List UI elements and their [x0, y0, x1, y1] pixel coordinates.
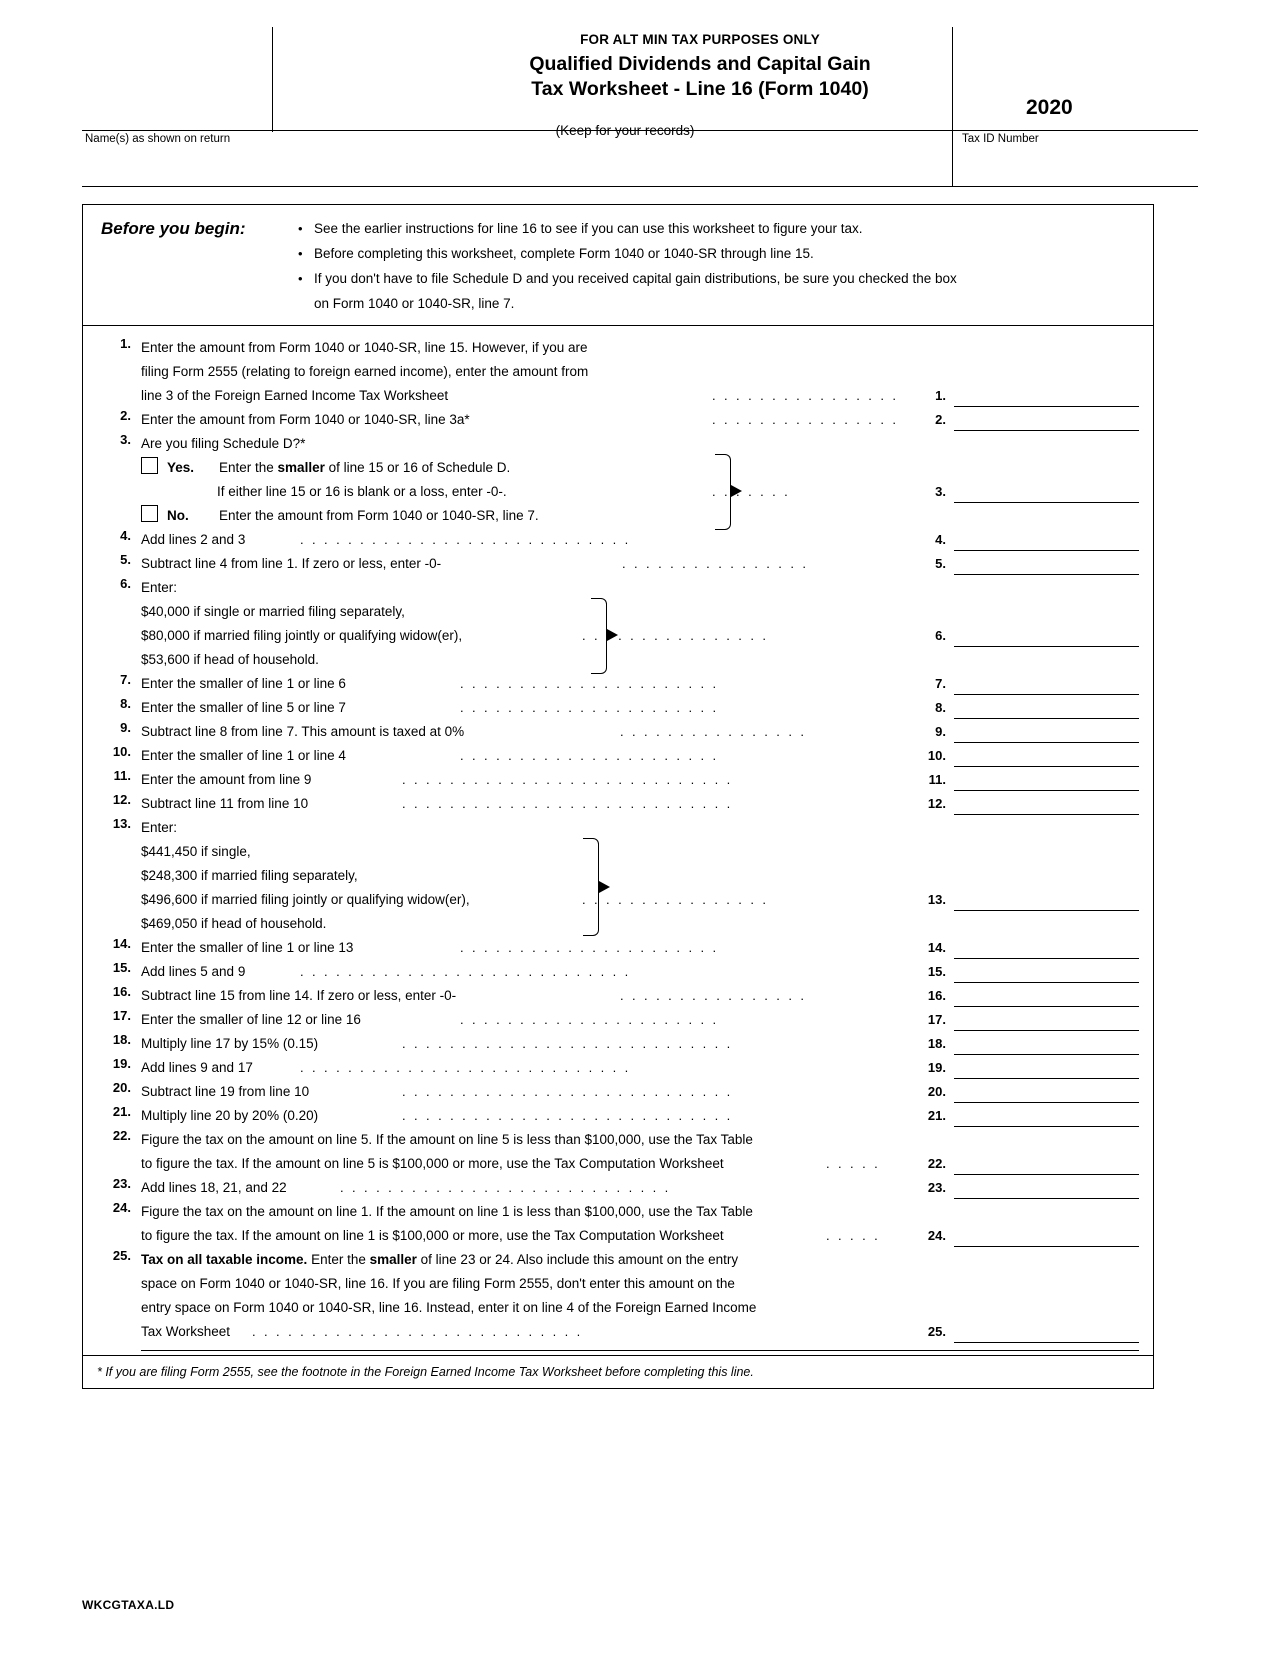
amount-entry-line-9[interactable]: [954, 722, 1139, 743]
worksheet-lines: [83, 326, 1153, 1355]
pre-footnote-rule: [141, 1350, 1139, 1351]
spacer: [954, 504, 1139, 524]
spacer: [954, 840, 1139, 860]
leader-dots: . . . . .: [826, 1227, 881, 1243]
line-number: 16.: [112, 983, 131, 999]
line-number-right: 4.: [935, 531, 946, 547]
leader-dots: . . . . . . . . . . . . . . . . . . . . . . . . . . . .: [340, 1179, 671, 1195]
line-text: $469,050 if head of household.: [141, 915, 327, 931]
line-number-right: 10.: [927, 747, 946, 763]
spacer: [954, 336, 1139, 356]
no-text: Enter the amount from Form 1040 or 1040-SR, line 7.: [219, 507, 539, 523]
leader-dots: . . . . . . . . . . . . . . . . . . . . . . . . . . . .: [300, 963, 631, 979]
worksheet-line-25: [83, 1248, 1153, 1272]
line-text: $53,600 if head of household.: [141, 651, 319, 667]
worksheet-line-4: [83, 528, 1153, 552]
spacer: [954, 600, 1139, 620]
line-number: 7.: [120, 671, 131, 687]
line-number-right: 20.: [927, 1083, 946, 1099]
worksheet-line-6-option-1: [83, 600, 1153, 624]
line-number-right: 22.: [927, 1155, 946, 1171]
line-25-lead: Tax on all taxable income.: [141, 1251, 308, 1267]
amount-entry-line-14[interactable]: [954, 938, 1139, 959]
amount-entry-line-4[interactable]: [954, 530, 1139, 551]
line-number-right: 14.: [927, 939, 946, 955]
bullet-icon: •: [298, 270, 303, 286]
header-rule: [82, 130, 1198, 131]
list-item: [298, 244, 1137, 265]
yes-text-a: Enter the: [219, 459, 278, 475]
line-text: to figure the tax. If the amount on line 5 is $100,000 or more, use the Tax Computation Worksheet: [141, 1155, 724, 1171]
spacer: [954, 576, 1139, 596]
line-text: Multiply line 20 by 20% (0.20): [141, 1107, 319, 1123]
line-number-right: 13.: [927, 891, 946, 907]
line-number-right: 23.: [927, 1179, 946, 1195]
yes-text-smaller: smaller: [277, 459, 325, 475]
spacer: [954, 456, 1139, 476]
line-text: Enter the smaller of line 12 or line 16: [141, 1011, 361, 1027]
worksheet-line-9: [83, 720, 1153, 744]
bullet-text: See the earlier instructions for line 16 to see if you can use this worksheet to figure your tax.: [314, 221, 863, 236]
worksheet-line-3-no: [83, 504, 1153, 528]
line-text: space on Form 1040 or 1040-SR, line 16. If you are filing Form 2555, don't enter this amount on the: [141, 1275, 735, 1291]
worksheet-line-1-cont: [83, 360, 1153, 384]
line-text: Enter the amount from Form 1040 or 1040-SR, line 15. However, if you are: [141, 339, 588, 355]
leader-dots: . . . . . . . . . . . . . . . .: [620, 987, 807, 1003]
worksheet-line-5: [83, 552, 1153, 576]
worksheet-line-2: [83, 408, 1153, 432]
amount-entry-line-19[interactable]: [954, 1058, 1139, 1079]
line-text: Enter:: [141, 579, 178, 595]
leader-dots: . . . . . . . . . . . . . . . . . . . . . .: [460, 939, 719, 955]
line-number: 8.: [120, 695, 131, 711]
line-number-right: 21.: [927, 1107, 946, 1123]
line-number: 19.: [112, 1055, 131, 1071]
line-text: Figure the tax on the amount on line 1. If the amount on line 1 is less than $100,000, use the Tax Table: [141, 1203, 753, 1219]
worksheet-line-1-cont2: [83, 384, 1153, 408]
leader-dots: . . . . . . .: [712, 483, 791, 499]
worksheet-line-17: [83, 1008, 1153, 1032]
line-number: 15.: [112, 959, 131, 975]
worksheet-line-23: [83, 1176, 1153, 1200]
bullet-icon: •: [298, 245, 303, 261]
amount-entry-line-6[interactable]: [954, 626, 1139, 647]
line-number: 24.: [112, 1199, 131, 1215]
line-text: Add lines 5 and 9: [141, 963, 246, 979]
spacer: [954, 1272, 1139, 1292]
line-text: Subtract line 19 from line 10: [141, 1083, 310, 1099]
worksheet-line-6-option-2: [83, 624, 1153, 648]
line-number: 22.: [112, 1127, 131, 1143]
amount-entry-line-17[interactable]: [954, 1010, 1139, 1031]
yes-label: Yes.: [167, 459, 195, 475]
amount-entry-line-12[interactable]: [954, 794, 1139, 815]
spacer: [954, 360, 1139, 380]
line-number: 14.: [112, 935, 131, 951]
worksheet-line-25-cont: [83, 1272, 1153, 1296]
worksheet-line-13-option-4: [83, 912, 1153, 936]
leader-dots: . . . . . . . . . . . . . . . .: [712, 387, 899, 403]
amount-entry-line-1[interactable]: [954, 386, 1139, 407]
amount-entry-line-5[interactable]: [954, 554, 1139, 575]
checkbox-yes[interactable]: [141, 457, 158, 474]
worksheet-line-1: [83, 336, 1153, 360]
worksheet-body: [82, 204, 1154, 1389]
line-text: Enter:: [141, 819, 178, 835]
line-text: [141, 1248, 954, 1272]
line-number: 6.: [120, 575, 131, 591]
worksheet-line-7: [83, 672, 1153, 696]
line-25-text-d: of line 23 or 24. Also include this amount on the entry: [416, 1251, 739, 1267]
amount-entry-line-8[interactable]: [954, 698, 1139, 719]
worksheet-line-25-cont3: [83, 1320, 1153, 1344]
list-item: [298, 269, 1137, 290]
name-row-bottom-rule: [82, 186, 1198, 187]
leader-dots: . . . . . . . . . . . . . . . . . . . . . . . . . . . .: [402, 1083, 733, 1099]
worksheet-line-24-cont: [83, 1224, 1153, 1248]
amount-entry-line-24[interactable]: [954, 1226, 1139, 1247]
worksheet-line-20: [83, 1080, 1153, 1104]
worksheet-line-11: [83, 768, 1153, 792]
line-text: $80,000 if married filing jointly or qualifying widow(er),: [141, 627, 463, 643]
brace-line-13: [583, 838, 599, 936]
line-text: Enter the smaller of line 1 or line 13: [141, 939, 354, 955]
yes-text-b: of line 15 or 16 of Schedule D.: [324, 459, 511, 475]
line-text: Multiply line 17 by 15% (0.15): [141, 1035, 319, 1051]
line-number-right: 15.: [927, 963, 946, 979]
line-text: filing Form 2555 (relating to foreign earned income), enter the amount from: [141, 363, 589, 379]
bullet-text: If you don't have to file Schedule D and you received capital gain distributions, be sure you checked the box: [314, 270, 957, 286]
line-text: Enter the smaller of line 1 or line 4: [141, 747, 346, 763]
line-number: 2.: [120, 407, 131, 423]
no-label: No.: [167, 507, 189, 523]
spacer: [954, 432, 1139, 452]
worksheet-line-8: [83, 696, 1153, 720]
leader-dots: . . . . . . . . . . . . . . . .: [620, 723, 807, 739]
line-text: Enter the smaller of line 5 or line 7: [141, 699, 346, 715]
worksheet-line-22-cont: [83, 1152, 1153, 1176]
spacer: [954, 912, 1139, 932]
before-you-begin-section: [83, 205, 1153, 326]
line-number-right: 17.: [927, 1011, 946, 1027]
worksheet-line-15: [83, 960, 1153, 984]
worksheet-line-21: [83, 1104, 1153, 1128]
line-number: 3.: [120, 431, 131, 447]
amount-entry-line-23[interactable]: [954, 1178, 1139, 1199]
spacer: [954, 816, 1139, 836]
brace-line-6: [591, 598, 607, 674]
line-text: Subtract line 4 from line 1. If zero or less, enter -0-: [141, 555, 442, 571]
line-text: Subtract line 11 from line 10: [141, 795, 309, 811]
line-text: Add lines 18, 21, and 22: [141, 1179, 287, 1195]
line-text: [141, 504, 954, 528]
worksheet-line-22: [83, 1128, 1153, 1152]
line-number-right: 5.: [935, 555, 946, 571]
line-number: 11.: [113, 767, 131, 783]
leader-dots: . . . . . . . . . . . . . . . .: [622, 555, 809, 571]
before-you-begin-label: Before you begin:: [101, 219, 246, 238]
worksheet-line-13-option-3: [83, 888, 1153, 912]
line-number: 1.: [120, 335, 131, 351]
amount-entry-line-18[interactable]: [954, 1034, 1139, 1055]
worksheet-line-14: [83, 936, 1153, 960]
bullet-text: Before completing this worksheet, complete Form 1040 or 1040-SR through line 15.: [314, 245, 814, 261]
header-vertical-rule-right: [952, 27, 953, 187]
line-text: $40,000 if single or married filing separately,: [141, 603, 405, 619]
line-text: $248,300 if married filing separately,: [141, 867, 358, 883]
brace-line-3: [715, 454, 731, 530]
spacer: [954, 1248, 1139, 1268]
spacer: [954, 1296, 1139, 1316]
alt-min-notice: FOR ALT MIN TAX PURPOSES ONLY: [580, 32, 820, 47]
line-number-right: 18.: [927, 1035, 946, 1051]
line-number: 13.: [112, 815, 131, 831]
line-number-right: 12.: [927, 795, 946, 811]
line-25-text-b: Enter the: [307, 1251, 370, 1267]
line-text: Enter the amount from Form 1040 or 1040-SR, line 3a*: [141, 411, 470, 427]
worksheet-line-6: [83, 576, 1153, 600]
leader-dots: . . . . . . . . . . . . . . . . . . . . . . . . . . . .: [300, 531, 631, 547]
worksheet-line-12: [83, 792, 1153, 816]
line-number-right: 9.: [935, 723, 946, 739]
line-number: 10.: [112, 743, 131, 759]
line-text: Figure the tax on the amount on line 5. If the amount on line 5 is less than $100,000, use the Tax Table: [141, 1131, 753, 1147]
line-number-right: 19.: [927, 1059, 946, 1075]
line-number-right: 7.: [935, 675, 946, 691]
name-field-label: Name(s) as shown on return: [85, 133, 231, 145]
worksheet-line-13-option-1: [83, 840, 1153, 864]
leader-dots: . . . . . . . . . . . . . . . . . . . . . . . . . . . .: [402, 795, 733, 811]
line-number-right: 2.: [935, 411, 946, 427]
form-code: WKCGTAXA.LD: [82, 1598, 175, 1612]
leader-dots: . . . . . . . . . . . . . . . . . . . . . .: [460, 675, 719, 691]
amount-entry-line-10[interactable]: [954, 746, 1139, 767]
line-number-right: 6.: [935, 627, 946, 643]
leader-dots: . . . . . . . . . . . . . . . . . . . . . . . . . . . .: [252, 1323, 583, 1339]
amount-entry-line-3[interactable]: [954, 482, 1139, 503]
amount-entry-line-11[interactable]: [954, 770, 1139, 791]
brace-arrow-line-3: [731, 485, 742, 497]
line-text: Tax Worksheet: [141, 1323, 231, 1339]
leader-dots: . . . . . . . . . . . . . . . .: [582, 627, 769, 643]
worksheet-line-13: [83, 816, 1153, 840]
leader-dots: . . . . . . . . . . . . . . . . . . . . . .: [460, 699, 719, 715]
leader-dots: . . . . . . . . . . . . . . . . . . . . . . . . . . . .: [300, 1059, 631, 1075]
amount-entry-line-16[interactable]: [954, 986, 1139, 1007]
line-number: 23.: [112, 1175, 131, 1191]
before-you-begin-list: [298, 219, 1153, 315]
line-text: [141, 456, 954, 480]
tax-id-field-label: Tax ID Number: [962, 133, 1039, 145]
list-item: [298, 219, 1137, 240]
line-number: 18.: [112, 1031, 131, 1047]
line-text: Add lines 2 and 3: [141, 531, 246, 547]
line-number-right: 3.: [935, 483, 946, 499]
leader-dots: . . . . . . . . . . . . . . . .: [712, 411, 899, 427]
worksheet-line-18: [83, 1032, 1153, 1056]
worksheet-line-3: [83, 432, 1153, 456]
line-number: 5.: [120, 551, 131, 567]
line-number-right: 16.: [927, 987, 946, 1003]
worksheet-line-16: [83, 984, 1153, 1008]
spacer: [954, 1128, 1139, 1148]
checkbox-no[interactable]: [141, 505, 158, 522]
line-text: line 3 of the Foreign Earned Income Tax Worksheet: [141, 387, 449, 403]
line-text: entry space on Form 1040 or 1040-SR, line 16. Instead, enter it on line 4 of the Foreign Earned Income: [141, 1299, 757, 1315]
worksheet-line-3-yes: [83, 456, 1153, 480]
spacer: [954, 864, 1139, 884]
line-number-right: 24.: [927, 1227, 946, 1243]
amount-entry-line-15[interactable]: [954, 962, 1139, 983]
form-title-line2: Tax Worksheet - Line 16 (Form 1040): [531, 78, 869, 100]
line-number-right: 11.: [928, 771, 946, 787]
brace-arrow-line-6: [607, 629, 618, 641]
amount-entry-line-2[interactable]: [954, 410, 1139, 431]
line-number-right: 25.: [927, 1323, 946, 1339]
line-text: Add lines 9 and 17: [141, 1059, 253, 1075]
tax-year: 2020: [1026, 96, 1073, 119]
form-header: [82, 0, 1198, 145]
leader-dots: . . . . . . . . . . . . . . . . . . . . . . . . . . . .: [402, 771, 733, 787]
line-number: 21.: [112, 1103, 131, 1119]
bullet-text-continued: on Form 1040 or 1040-SR, line 7.: [314, 295, 515, 311]
line-text: $441,450 if single,: [141, 843, 251, 859]
worksheet-line-25-cont2: [83, 1296, 1153, 1320]
bullet-icon: •: [298, 221, 303, 236]
amount-entry-line-22[interactable]: [954, 1154, 1139, 1175]
worksheet-line-6-option-3: [83, 648, 1153, 672]
leader-dots: . . . . . . . . . . . . . . . . . . . . . .: [460, 747, 719, 763]
amount-entry-line-25[interactable]: [954, 1322, 1139, 1343]
line-number-right: 1.: [935, 387, 946, 403]
spacer: [954, 648, 1139, 668]
line-text: to figure the tax. If the amount on line 1 is $100,000 or more, use the Tax Computation Worksheet: [141, 1227, 724, 1243]
brace-arrow-line-13: [599, 881, 610, 893]
line-text: Are you filing Schedule D?*: [141, 435, 306, 451]
line-text: Enter the smaller of line 1 or line 6: [141, 675, 346, 691]
line-text: Subtract line 15 from line 14. If zero or less, enter -0-: [141, 987, 457, 1003]
worksheet-line-24: [83, 1200, 1153, 1224]
worksheet-line-19: [83, 1056, 1153, 1080]
leader-dots: . . . . . . . . . . . . . . . . . . . . . . . . . . . .: [402, 1035, 733, 1051]
worksheet-line-3-yes-cont: [83, 480, 1153, 504]
spacer: [954, 1200, 1139, 1220]
line-number: 25.: [112, 1247, 131, 1263]
amount-entry-line-21[interactable]: [954, 1106, 1139, 1127]
line-25-smaller: smaller: [369, 1251, 417, 1267]
line-number: 20.: [112, 1079, 131, 1095]
line-text: Enter the amount from line 9: [141, 771, 312, 787]
amount-entry-line-20[interactable]: [954, 1082, 1139, 1103]
amount-entry-line-13[interactable]: [954, 890, 1139, 911]
footnote: * If you are filing Form 2555, see the footnote in the Foreign Earned Income Tax Worksheet before completing this line.: [83, 1355, 1153, 1388]
line-number: 12.: [112, 791, 131, 807]
keep-for-records-note: (Keep for your records): [555, 123, 695, 138]
line-text: $496,600 if married filing jointly or qualifying widow(er),: [141, 891, 470, 907]
line-text: If either line 15 or 16 is blank or a loss, enter -0-.: [217, 483, 507, 499]
leader-dots: . . . . . . . . . . . . . . . . . . . . . . . . . . . .: [402, 1107, 733, 1123]
line-number-right: 8.: [935, 699, 946, 715]
line-number: 9.: [120, 719, 131, 735]
worksheet-line-13-option-2: [83, 864, 1153, 888]
amount-entry-line-7[interactable]: [954, 674, 1139, 695]
line-number: 17.: [112, 1007, 131, 1023]
leader-dots: . . . . . . . . . . . . . . . .: [582, 891, 769, 907]
line-number: 4.: [120, 527, 131, 543]
header-vertical-rule-left: [272, 27, 273, 132]
form-title-line1: Qualified Dividends and Capital Gain: [529, 53, 871, 75]
worksheet-line-10: [83, 744, 1153, 768]
leader-dots: . . . . .: [826, 1155, 881, 1171]
line-text: Subtract line 8 from line 7. This amount is taxed at 0%: [141, 723, 465, 739]
leader-dots: . . . . . . . . . . . . . . . . . . . . . .: [460, 1011, 719, 1027]
